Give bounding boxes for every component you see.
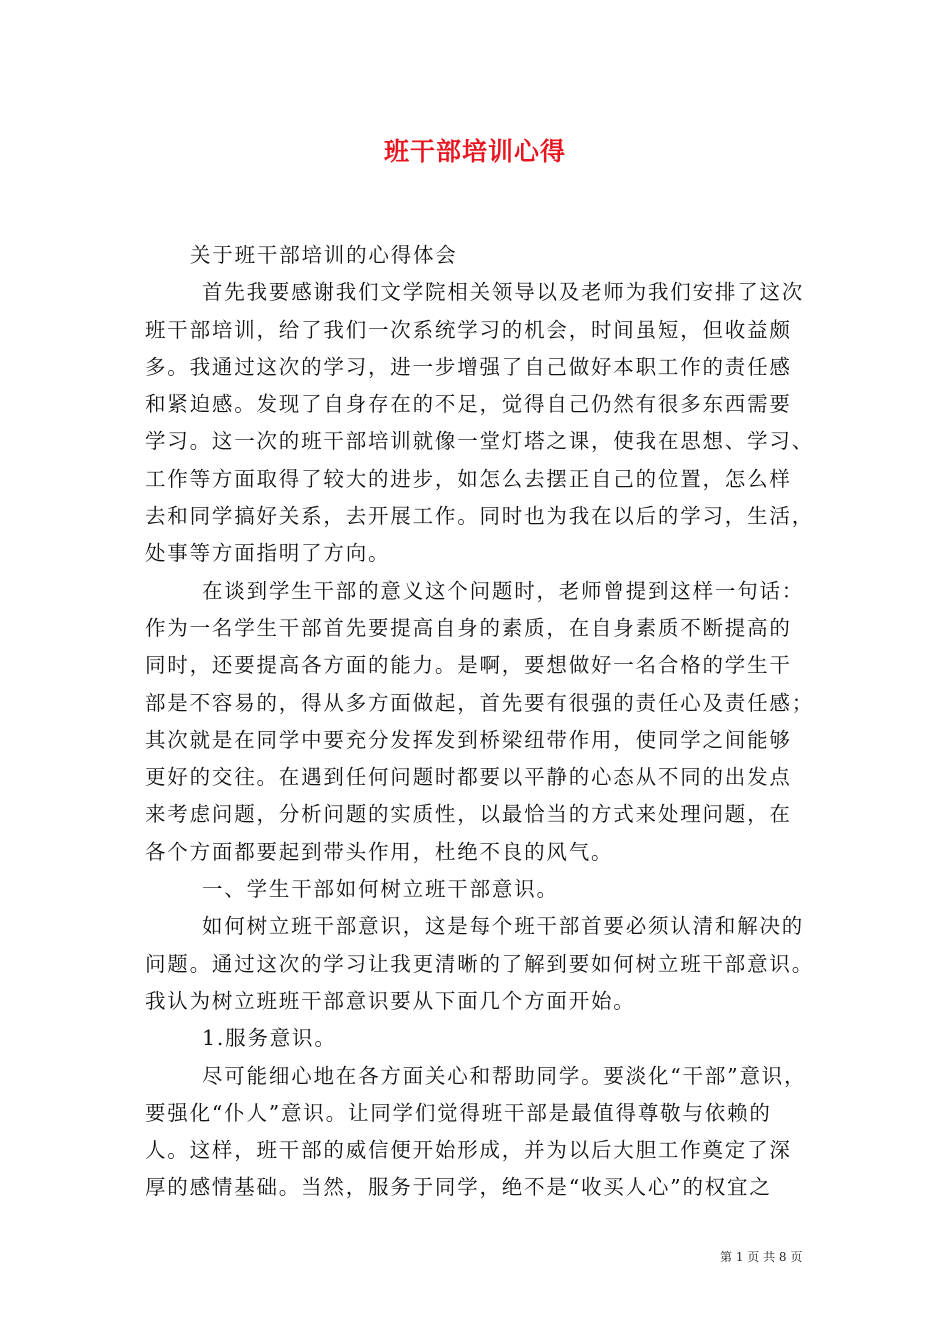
text-line: 处事等方面指明了方向。: [145, 541, 391, 566]
text-line: 多。我通过这次的学习，进一步增强了自己做好本职工作的责任感: [145, 354, 792, 379]
document-subtitle: 关于班干部培训的心得体会: [190, 243, 458, 267]
text-line: 厚的感情基础。当然，服务于同学，绝不是“收买人心”的权宜之: [145, 1175, 772, 1200]
text-line: 更好的交往。在遇到任何问题时都要以平静的心态从不同的出发点: [145, 765, 792, 790]
text-line: 一、学生干部如何树立班干部意识。: [202, 877, 559, 902]
page-number-footer: 第 1 页 共 8 页: [720, 1250, 803, 1264]
text-line: 去和同学搞好关系，去开展工作。同时也为我在以后的学习，生活，: [145, 504, 814, 529]
text-line: 同时，还要提高各方面的能力。是啊，要想做好一名合格的学生干: [145, 653, 792, 678]
text-line: 各个方面都要起到带头作用，杜绝不良的风气。: [145, 839, 614, 864]
text-line: 部是不容易的，得从多方面做起，首先要有很强的责任心及责任感；: [145, 690, 814, 715]
text-line: 我认为树立班班干部意识要从下面几个方面开始。: [145, 988, 636, 1013]
text-line: 要强化“仆人”意识。让同学们觉得班干部是最值得尊敬与依赖的: [145, 1100, 772, 1125]
text-line: 首先我要感谢我们文学院相关领导以及老师为我们安排了这次: [202, 280, 805, 305]
text-line: 在谈到学生干部的意义这个问题时，老师曾提到这样一句话：: [202, 578, 805, 603]
text-line: 如何树立班干部意识，这是每个班干部首要必须认清和解决的: [202, 914, 805, 939]
text-line: 和紧迫感。发现了自身存在的不足，觉得自己仍然有很多东西需要: [145, 392, 792, 417]
document-body: [145, 237, 835, 1207]
text-line: 工作等方面取得了较大的进步，如怎么去摆正自己的位置，怎么样: [145, 466, 792, 491]
text-line: 学习。这一次的班干部培训就像一堂灯塔之课，使我在思想、学习、: [145, 429, 814, 454]
text-line: 问题。通过这次的学习让我更清晰的了解到要如何树立班干部意识。: [145, 951, 814, 976]
text-line: 班干部培训，给了我们一次系统学习的机会，时间虽短，但收益颇: [145, 317, 792, 342]
text-line: 作为一名学生干部首先要提高自身的素质，在自身素质不断提高的: [145, 615, 792, 640]
text-line: 人。这样，班干部的威信便开始形成，并为以后大胆工作奠定了深: [145, 1138, 792, 1163]
text-line: 尽可能细心地在各方面关心和帮助同学。要淡化“干部”意识，: [202, 1063, 807, 1088]
text-line: 来考虑问题，分析问题的实质性，以最恰当的方式来处理问题，在: [145, 802, 792, 827]
text-line: 其次就是在同学中要充分发挥发到桥梁纽带作用，使同学之间能够: [145, 727, 792, 752]
document-title: 班干部培训心得: [383, 137, 566, 166]
text-line: 1.服务意识。: [202, 1026, 337, 1051]
